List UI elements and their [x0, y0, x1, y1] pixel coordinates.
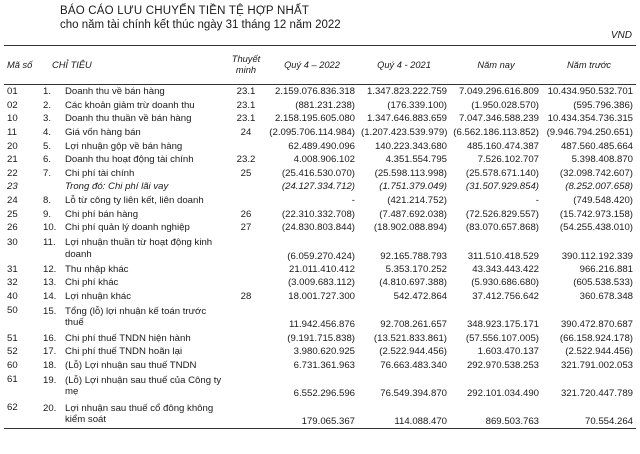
row-item	[40, 99, 226, 113]
value-q4-2022: (9.191.715.838)	[287, 332, 355, 344]
row-note: 25	[240, 167, 252, 179]
value-nam-truoc: (2.522.944.456)	[565, 346, 633, 358]
row-code: 02	[7, 99, 18, 111]
row-item	[40, 194, 226, 208]
value-q4-2021: 542.472.864	[393, 291, 447, 303]
row-label: Doanh thu về bán hàng	[65, 86, 165, 98]
value-nam-truoc: 390.472.870.687	[560, 319, 633, 331]
value-nam-nay: 311.510.418.529	[467, 250, 539, 262]
value-nam-truoc: (15.742.973.158)	[559, 208, 633, 220]
value-nam-truoc: 10.434.354.736.315	[547, 113, 633, 125]
value-nam-truoc: 966.216.881	[579, 263, 633, 275]
row-label: Tổng (lỗ) lợi nhuận kế toán trước thuế	[65, 305, 207, 329]
value-nam-nay: 43.343.443.422	[472, 263, 539, 275]
row-code: 23	[7, 181, 18, 193]
value-q4-2021: (2.522.944.456)	[379, 346, 447, 358]
value-q4-2022: (2.095.706.114.984)	[269, 127, 355, 139]
row-code: 60	[7, 359, 18, 371]
row-note: 28	[240, 291, 252, 303]
row-code: 52	[7, 346, 18, 358]
value-nam-truoc: 10.434.950.532.701	[547, 86, 633, 98]
value-q4-2022: -	[351, 195, 355, 207]
row-label: Doanh thu hoạt động tài chính	[65, 154, 194, 166]
table-row	[4, 112, 636, 126]
table-row	[4, 276, 636, 290]
row-note: 23.1	[236, 113, 256, 125]
value-q4-2022: 2.158.195.605.080	[274, 113, 355, 125]
row-index: 4.	[43, 127, 52, 139]
row-code: 10	[7, 113, 18, 125]
currency-label: VND	[610, 30, 632, 41]
value-nam-truoc: 360.678.348	[579, 291, 633, 303]
row-note	[226, 276, 266, 290]
row-code: 61	[7, 374, 18, 386]
row-index: 5.	[43, 140, 52, 152]
table-row	[4, 235, 636, 263]
value-nam-nay: (1.950.028.570)	[471, 99, 539, 111]
row-note: 23.2	[236, 154, 256, 166]
row-index: 11.	[43, 237, 56, 249]
row-code: 20	[7, 140, 18, 152]
value-q4-2021: 76.549.394.870	[380, 388, 447, 400]
row-note	[226, 139, 266, 153]
value-nam-nay: (83.070.657.868)	[465, 222, 539, 234]
value-q4-2022: (24.830.803.844)	[281, 222, 355, 234]
row-item	[40, 263, 226, 277]
row-index: 14.	[43, 291, 57, 303]
value-nam-nay: (57.556.107.005)	[465, 332, 539, 344]
value-nam-nay: 37.412.756.642	[472, 291, 539, 303]
table-row	[4, 290, 636, 304]
value-nam-truoc: 390.112.192.339	[561, 250, 633, 262]
value-q4-2021: 92.165.788.793	[380, 250, 447, 262]
col-header-ma-so: Mã số	[4, 46, 40, 85]
value-q4-2022: 11.942.456.876	[289, 319, 355, 331]
row-note	[226, 180, 266, 194]
row-code: 22	[7, 167, 18, 179]
row-index: 19.	[43, 374, 57, 386]
row-item	[40, 372, 226, 400]
row-index: 15.	[43, 305, 57, 317]
row-code: 01	[7, 86, 18, 98]
row-index: 12.	[43, 263, 57, 275]
row-item	[40, 359, 226, 373]
table-row	[4, 194, 636, 208]
value-nam-truoc: (595.796.386)	[573, 99, 633, 111]
table-row	[4, 126, 636, 140]
value-nam-nay: (5.930.686.680)	[471, 277, 539, 289]
value-nam-truoc: (9.946.794.250.651)	[546, 127, 633, 139]
row-index: 3.	[43, 113, 52, 125]
table-header-row	[4, 46, 636, 85]
table-row	[4, 180, 636, 194]
table-row	[4, 167, 636, 181]
value-q4-2022: 4.008.906.102	[293, 154, 355, 166]
col-header-chi-tieu: CHỈ TIÊU	[40, 46, 226, 85]
row-item	[40, 221, 226, 235]
row-code: 24	[7, 195, 18, 207]
value-q4-2022: 21.011.410.412	[289, 263, 355, 275]
row-index: 10.	[43, 222, 57, 234]
table-row	[4, 372, 636, 400]
value-q4-2022: (3.009.683.112)	[287, 277, 355, 289]
row-note	[226, 303, 266, 331]
value-nam-truoc: (32.098.742.607)	[559, 167, 633, 179]
value-nam-truoc: 70.554.264	[542, 400, 636, 429]
row-index: 13.	[43, 277, 57, 289]
row-label: Chi phí tài chính	[65, 167, 135, 179]
value-q4-2021: 76.663.483.340	[380, 359, 447, 371]
row-item	[40, 235, 226, 263]
table-row	[4, 303, 636, 331]
table-row	[4, 99, 636, 113]
value-q4-2021: (1.207.423.539.979)	[361, 127, 448, 139]
value-q4-2021: (421.214.752)	[387, 195, 447, 207]
col-header-q4-2022: Quý 4 – 2022	[266, 46, 358, 85]
row-item	[40, 139, 226, 153]
value-q4-2021: (1.751.379.049)	[379, 181, 447, 193]
row-note	[226, 359, 266, 373]
row-item	[40, 126, 226, 140]
value-q4-2022: (881.231.238)	[295, 99, 355, 111]
row-item	[40, 331, 226, 345]
value-q4-2021: 4.351.554.795	[385, 154, 447, 166]
value-nam-truoc: (749.548.420)	[573, 195, 633, 207]
value-q4-2021: 5.353.170.252	[385, 263, 447, 275]
row-code: 62	[4, 400, 40, 429]
value-nam-truoc: (66.158.924.178)	[559, 332, 633, 344]
value-nam-nay: -	[535, 195, 539, 207]
value-nam-truoc: 5.398.408.870	[571, 154, 633, 166]
value-nam-nay: 7.047.346.588.239	[458, 113, 539, 125]
value-nam-truoc: 321.720.447.789	[560, 388, 633, 400]
col-header-q4-2021: Quý 4 - 2021	[358, 46, 450, 85]
value-nam-truoc: 321.791.002.053	[560, 359, 633, 371]
row-note	[226, 194, 266, 208]
row-index: 16.	[43, 332, 57, 344]
value-q4-2022: 2.159.076.836.318	[274, 86, 355, 98]
table-row	[4, 139, 636, 153]
col-header-thuyet-minh: Thuyết minh	[226, 46, 266, 85]
value-nam-nay: (25.578.671.140)	[465, 167, 539, 179]
value-nam-truoc: (8.252.007.658)	[565, 181, 633, 193]
table-row	[4, 207, 636, 221]
row-label: Trong đó: Chi phí lãi vay	[65, 181, 169, 193]
value-q4-2022: 3.980.620.925	[293, 346, 355, 358]
row-label: Lợi nhuận sau thuế cổ đông không kiểm soát	[65, 402, 214, 426]
row-index: 17.	[43, 346, 57, 358]
row-code: 26	[7, 222, 18, 234]
row-note	[226, 331, 266, 345]
value-q4-2022: (6.059.270.424)	[287, 250, 355, 262]
value-q4-2022: (25.416.530.070)	[281, 167, 355, 179]
value-nam-nay: 292.101.034.490	[466, 388, 539, 400]
value-nam-nay: 348.923.175.171	[466, 319, 539, 331]
row-code: 51	[7, 332, 18, 344]
value-nam-truoc: 487.560.485.664	[560, 140, 633, 152]
row-note: 23.1	[236, 86, 256, 98]
row-note: 23.1	[236, 99, 256, 111]
table-row	[4, 153, 636, 167]
row-label: Lỗ từ công ty liên kết, liên doanh	[65, 195, 204, 207]
table-row	[4, 221, 636, 235]
row-label: Thu nhập khác	[65, 263, 129, 275]
row-label: Chi phí quản lý doanh nghiệp	[65, 222, 190, 234]
value-nam-nay: 7.049.296.616.809	[458, 86, 539, 98]
value-q4-2021: 140.223.343.680	[374, 140, 447, 152]
value-q4-2022: (22.310.332.708)	[281, 208, 355, 220]
row-label: Chi phí bán hàng	[65, 208, 139, 220]
row-label: Chi phí thuế TNDN hiện hành	[65, 332, 191, 344]
row-code: 25	[7, 208, 18, 220]
value-nam-nay: (6.562.186.113.852)	[453, 127, 539, 139]
row-note	[226, 372, 266, 400]
row-index: 2.	[43, 99, 52, 111]
row-code: 31	[7, 263, 18, 275]
value-nam-nay: (31.507.929.854)	[465, 181, 539, 193]
row-index: 8.	[43, 195, 52, 207]
row-item	[40, 207, 226, 221]
table-row	[4, 85, 636, 99]
table-row	[4, 331, 636, 345]
row-item	[40, 276, 226, 290]
value-q4-2022: 62.489.490.096	[288, 140, 355, 152]
row-label: Chi phí khác	[65, 277, 119, 289]
value-nam-nay: 869.503.763	[450, 400, 542, 429]
row-label: Chi phí thuế TNDN hoãn lại	[65, 346, 183, 358]
row-note: 27	[240, 222, 252, 234]
report-title: BÁO CÁO LƯU CHUYỂN TIỀN TỆ HỢP NHẤT	[60, 5, 310, 17]
row-code: 21	[7, 154, 18, 166]
value-q4-2021: 92.708.261.657	[380, 319, 447, 331]
row-item	[40, 167, 226, 181]
report-header	[60, 4, 341, 32]
row-item	[40, 345, 226, 359]
row-item	[40, 112, 226, 126]
col-header-nam-nay: Năm nay	[450, 46, 542, 85]
row-note	[226, 235, 266, 263]
row-code: 11	[7, 127, 17, 139]
report-subtitle: cho năm tài chính kết thúc ngày 31 tháng 12 năm 2022	[60, 19, 341, 31]
row-label: Doanh thu thuần về bán hàng	[65, 113, 192, 125]
row-note: 26	[240, 208, 252, 220]
value-q4-2021: (4.810.697.388)	[379, 277, 447, 289]
row-item	[40, 85, 226, 99]
table-row	[4, 400, 636, 429]
row-index: 18.	[43, 359, 57, 371]
col-header-nam-truoc: Năm trước	[542, 46, 636, 85]
row-label: (Lỗ) Lợi nhuận sau thuế TNDN	[65, 359, 197, 371]
value-q4-2022: 6.731.361.963	[293, 359, 355, 371]
row-item	[40, 303, 226, 331]
row-note: 24	[240, 127, 252, 139]
value-q4-2021: 114.088.470	[358, 400, 450, 429]
row-index: 7.	[43, 167, 52, 179]
value-nam-nay: 292.970.538.253	[466, 359, 539, 371]
value-q4-2022: 179.065.367	[266, 400, 358, 429]
value-nam-nay: 485.160.474.387	[466, 140, 539, 152]
row-note	[226, 345, 266, 359]
table-row	[4, 263, 636, 277]
row-item	[40, 400, 226, 429]
income-statement-table	[4, 45, 636, 429]
row-label: Giá vốn hàng bán	[65, 127, 141, 139]
value-q4-2021: (25.598.113.998)	[374, 167, 447, 179]
value-nam-nay: 7.526.102.707	[477, 154, 539, 166]
row-note	[226, 263, 266, 277]
row-code: 32	[7, 277, 18, 289]
row-index: 20.	[43, 402, 57, 414]
row-index: 6.	[43, 154, 52, 166]
value-q4-2021: (18.902.088.894)	[373, 222, 447, 234]
row-code: 30	[7, 236, 18, 248]
value-q4-2021: (7.487.692.038)	[379, 208, 447, 220]
row-label: Lợi nhuận khác	[65, 291, 132, 303]
row-index: 1.	[43, 86, 52, 98]
row-code: 40	[7, 291, 18, 303]
value-q4-2022: 6.552.296.596	[293, 388, 355, 400]
row-label: Các khoản giảm trừ doanh thu	[65, 99, 195, 111]
row-item	[40, 290, 226, 304]
row-label: (Lỗ) Lợi nhuận sau thuế của Công ty mẹ	[65, 374, 222, 398]
value-nam-truoc: (54.255.438.010)	[559, 222, 633, 234]
value-q4-2021: (13.521.833.861)	[373, 332, 447, 344]
row-label: Lợi nhuận thuần từ hoạt động kinh doanh	[65, 237, 213, 260]
table-row	[4, 359, 636, 373]
value-q4-2022: (24.127.334.712)	[281, 181, 355, 193]
value-q4-2021: 1.347.823.222.759	[366, 86, 447, 98]
value-nam-nay: (72.526.829.557)	[465, 208, 539, 220]
value-nam-nay: 1.603.470.137	[477, 346, 539, 358]
row-note	[226, 400, 266, 429]
row-label: Lợi nhuận gộp về bán hàng	[65, 140, 183, 152]
row-index: 9.	[43, 208, 52, 220]
row-item	[40, 180, 226, 194]
value-q4-2021: (176.339.100)	[387, 99, 447, 111]
row-item	[40, 153, 226, 167]
value-q4-2021: 1.347.646.883.659	[366, 113, 447, 125]
row-index	[43, 180, 65, 193]
table-row	[4, 345, 636, 359]
value-nam-truoc: (605.538.533)	[573, 277, 633, 289]
value-q4-2022: 18.001.727.300	[288, 291, 355, 303]
row-code: 50	[7, 305, 18, 317]
